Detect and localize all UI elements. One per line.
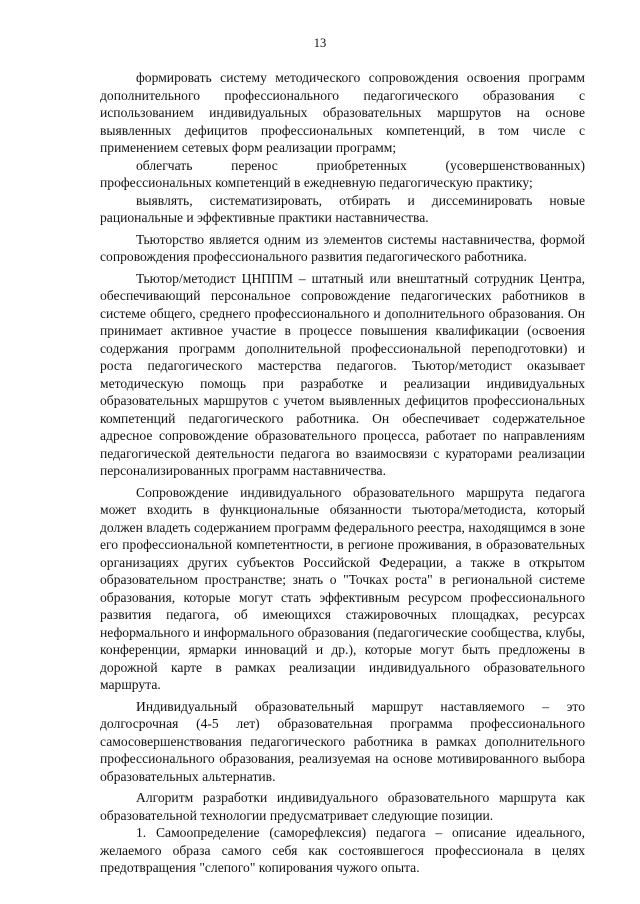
page-number: 13 xyxy=(313,36,327,50)
paragraph: облегчать перенос приобретенных (усовершенствованных) профессиональных компетенций в ежедневную педагогическую практику; xyxy=(100,157,585,190)
document-body xyxy=(100,69,585,877)
paragraph: выявлять, систематизировать, отбирать и диссеминировать новые рациональные и эффективные практики наставничества. xyxy=(100,192,585,225)
paragraph: Тьютор/методист ЦНППМ – штатный или внештатный сотрудник Центра, обеспечивающий персональное сопровождение педагогических работников в системе общего, среднего профессионального и дополнительного образования. Он принимает активное участие в процессе повышения квалификации (освоения содержания программ дополнительной профессиональной переподготовки) и роста педагогического мастерства педагогов. Тьютор/методист оказывает методическую помощь при разработке и реализации индивидуальных образовательных маршрутов с учетом выявленных дефицитов профессиональных компетенций педагогического работника. Он обеспечивает содержательное адресное сопровождение образовательного процесса, работает по направлениям педагогической деятельности педагога во взаимосвязи с кураторами реализации персонализированных программ наставничества. xyxy=(100,270,585,478)
paragraph: Индивидуальный образовательный маршрут наставляемого – это долгосрочная (4-5 лет) образовательная программа профессионального самосовершенствования педагогического работника в рамках дополнительного профессионального образования, реализуемая на основе мотивированного выбора образовательных альтернатив. xyxy=(100,698,585,784)
paragraph: Сопровождение индивидуального образовательного маршрута педагога может входить в функциональные обязанности тьютора/методиста, который должен владеть содержанием программ федерального реестра, находящимся в зоне его профессиональной компетентности, в регионе проживания, в образовательных организациях других субъектов Российской Федерации, а также в открытом образовательном пространстве; знать о "Точках роста" в региональной системе образования, которые могут стать эффективным ресурсом профессионального развития педагога, об имеющихся стажировочных площадках, ресурсах неформального и информального образования (педагогические сообщества, клубы, конференции, ярмарки инноваций и др.), которые могут быть предложены в дорожной карте в рамках реализации индивидуального образовательного маршрута. xyxy=(100,484,585,692)
paragraph: 1. Самоопределение (саморефлексия) педагога – описание идеального, желаемого образа самого себя как состоявшегося профессионала в целях предотвращения "слепого" копирования чужого опыта. xyxy=(100,825,585,875)
paragraph: Тьюторство является одним из элементов системы наставничества, формой сопровождения профессионального развития педагогического работника. xyxy=(100,231,585,264)
paragraph: формировать систему методического сопровождения освоения программ дополнительного профессионального педагогического образования с использованием индивидуальных образовательных маршрутов на основе выявленных дефицитов профессиональных компетенций, в том числе с применением сетевых форм реализации программ; xyxy=(100,70,585,155)
paragraph: Алгоритм разработки индивидуального образовательного маршрута как образовательной технологии предусматривает следующие позиции. xyxy=(100,790,585,823)
